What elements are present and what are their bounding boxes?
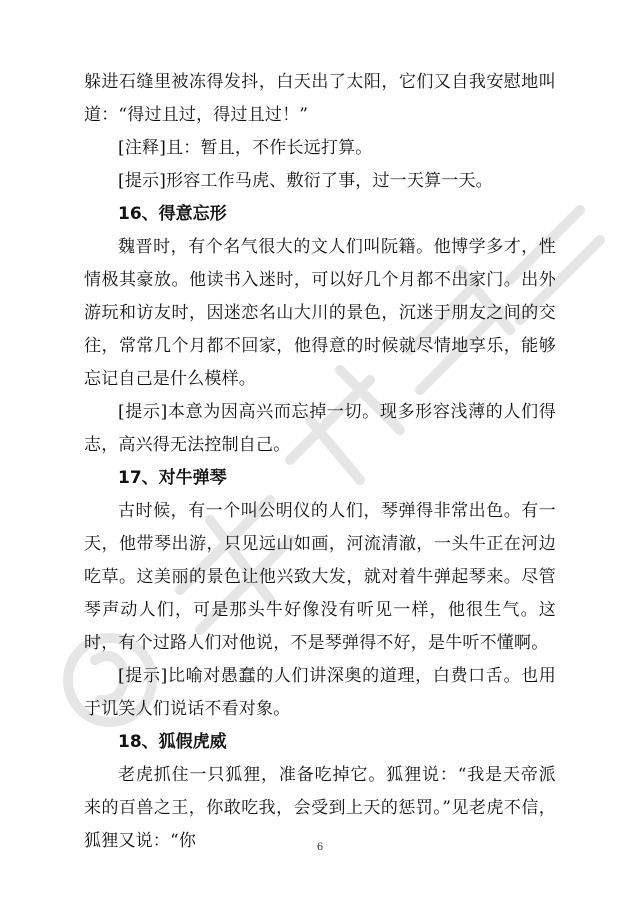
annotation-note: [注释]且：暂且，不作长远打算。 bbox=[118, 138, 373, 158]
hint-note-17: [提示]比喻对愚蠢的人们讲深奥的道理，白费口舌。也用于讥笑人们说话不看对象。 bbox=[84, 666, 556, 719]
page-number: 6 bbox=[316, 842, 324, 853]
story-paragraph-17: 古时候，有一个叫公明仪的人们，琴弹得非常出色。有一天，他带琴出游，只见远山如画，河流清澈，一头牛正在河边吃草。这美丽的景色让他兴致大发，就对着牛弹起琴来。尽管琴声动人们，可是那头牛好像没有听见一样，他很生气。这时，有个过路人们对他说，不是琴弹得不好，是牛听不懂啊。 bbox=[84, 501, 556, 653]
document-body bbox=[84, 66, 556, 858]
hint-note-16: [提示]本意为因高兴而忘掉一切。现多形容浅薄的人们得志，高兴得无法控制自己。 bbox=[84, 402, 556, 455]
section-heading-18: 18、狐假虎威 bbox=[118, 732, 227, 752]
hint-note: [提示]形容工作马虎、敷衍了事，过一天算一天。 bbox=[118, 171, 493, 191]
section-heading-17: 17、对牛弹琴 bbox=[118, 468, 227, 488]
story-paragraph-18: 老虎抓住一只狐狸，准备吃掉它。狐狸说：“我是天帝派来的百兽之王，你敢吃我，会受到上天的惩罚。”见老虎不信，狐狸又说：“你 bbox=[84, 765, 556, 851]
paragraph-continued: 躲进石缝里被冻得发抖，白天出了太阳，它们又自我安慰地叫道：“得过且过，得过且过！” bbox=[84, 72, 556, 125]
section-heading-16: 16、得意忘形 bbox=[118, 204, 227, 224]
story-paragraph-16: 魏晋时，有个名气很大的文人们叫阮籍。他博学多才，性情极其豪放。他读书入迷时，可以好几个月都不出家门。出外游玩和访友时，因迷恋名山大川的景色，沉迷于朋友之间的交往，常常几个月都不回家，他得意的时候就尽情地享乐，能够忘记自己是什么模样。 bbox=[84, 237, 556, 389]
